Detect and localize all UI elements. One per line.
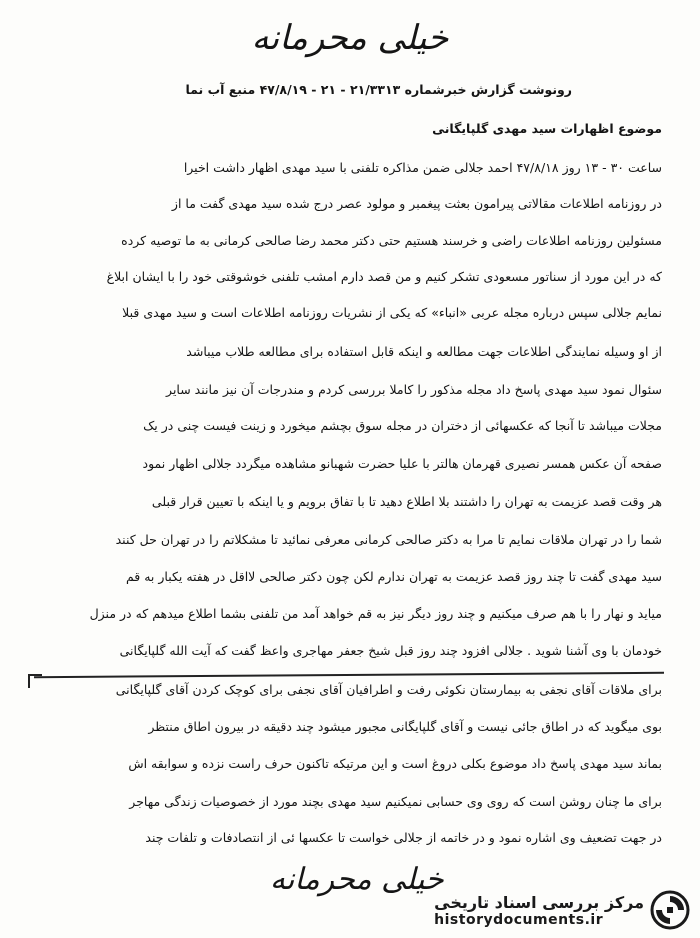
archive-logo-icon [650, 890, 690, 930]
body-line: برای ما چنان روشن است که روی وی حسابی نمیکنیم سید مهدی بچند مورد از خصوصیات زندگی مهاجر [129, 794, 662, 809]
body-line: شما را در تهران ملاقات نمایم تا مرا به دکتر صالحی کرمانی معرفی نمائید تا مشکلاتم را در تهران حل کنند [115, 532, 662, 547]
body-line: ساعت ۳۰ - ۱۳ روز ۴۷/۸/۱۸ احمد جلالی ضمن مذاکره تلفنی با سید مهدی اظهار داشت اخیرا [183, 160, 662, 175]
body-line: مسئولین روزنامه اطلاعات راضی و خرسند هستیم حتی دکتر محمد رضا صالحی کرمانی به ما توصیه کرده [121, 233, 662, 248]
body-line: سئوال نمود سید مهدی پاسخ داد مجله مذکور را کاملا بررسی کردم و مندرجات آن نیز مانند سایر [166, 382, 662, 397]
body-line: در روزنامه اطلاعات مقالاتی پیرامون بعثت پیغمبر و مولود عصر درج شده سید مهدی گفت ما از [171, 196, 662, 211]
classification-stamp-bottom: خیلی محرمانه [270, 862, 444, 897]
report-header: رونوشت گزارش خبرشماره ۲۱/۳۳۱۳ - ۲۱ - ۴۷/۸/۱۹ منبع آب نما [185, 82, 572, 97]
body-line: نمایم جلالی سپس درباره مجله عربی «انباء» که یکی از نشریات روزنامه اطلاعات است و سید مهدی قبلا [122, 305, 662, 320]
watermark-title: مرکز بررسی اسناد تاریخی [434, 892, 644, 912]
body-line: خودمان با وی آشنا شوید . جلالی افزود چند روز قبل شیخ جعفر مهاجری واعظ گفت که آیت الله گلپایگانی [119, 643, 662, 658]
handwritten-bracket-mark [28, 674, 42, 688]
body-line: که در این مورد از سناتور مسعودی تشکر کنیم و من قصد دارم امشب تلفنی خوشوقتی خود را با ایشان ابلاغ [106, 269, 662, 284]
body-line: سید مهدی گفت تا چند روز قصد عزیمت به تهران ندارم لکن چون دکتر صالحی لااقل در هفته یکبار به قم [125, 569, 662, 584]
archive-watermark [434, 890, 690, 930]
body-line: برای ملاقات آقای نجفی به بیمارستان نکوئی رفت و اطرافیان آقای نجفی برای کوچک کردن آقای گلپایگانی [115, 682, 662, 697]
body-line: بوی میگوید که در اطاق جائی نیست و آقای گلپایگانی مجبور میشود چند دقیقه در بیرون اطاق منتظر [148, 719, 662, 734]
report-subject: موضوع اظهارات سید مهدی گلپایگانی [432, 121, 662, 136]
classification-stamp-top: خیلی محرمانه [251, 18, 449, 58]
body-line: بماند سید مهدی پاسخ داد موضوع بکلی دروغ است و این مرتیکه تاکنون حرف راست نزده و سوابقه اش [128, 756, 662, 771]
body-line: در جهت تضعیف وی اشاره نمود و در خاتمه از جلالی خواست تا عکسها ئی از انتصادفات و تلفات چند [145, 830, 662, 845]
body-line: هر وقت قصد عزیمت به تهران را داشتند بلا اطلاع دهید تا با تفاق برویم و یا اینکه با تعیین قرار قبلی [151, 494, 662, 509]
watermark-url: historydocuments.ir [434, 911, 604, 928]
body-line: صفحه آن عکس همسر نصیری قهرمان هالتر با علیا حضرت شهبانو مشاهده میگردد جلالی اظهار نمود [142, 456, 662, 471]
body-line: از او وسیله نمایندگی اطلاعات جهت مطالعه و اینکه قابل استفاده برای مطالعه طلاب میباشد [186, 344, 662, 359]
handwritten-underline [34, 672, 664, 678]
body-line: مجلات میباشد تا آنجا که عکسهائی از دختران در مجله سوق بچشم میخورد و زینت فیست چنی در یک [143, 418, 662, 433]
body-line: میاید و نهار را با هم صرف میکنیم و چند روز دیگر نیز به قم خواهد آمد من تلفنی بشما اطلاع میدهم که در منزل [89, 606, 662, 621]
